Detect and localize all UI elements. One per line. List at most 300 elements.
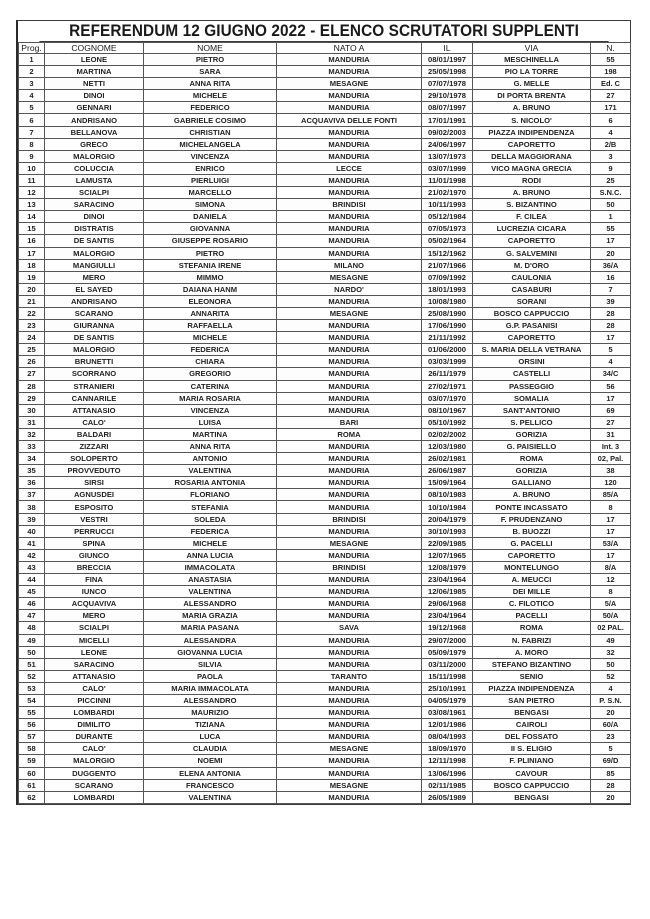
cell-cognome: ESPOSITO <box>45 501 144 513</box>
cell-il: 03/08/1961 <box>422 707 473 719</box>
col-header-nome: NOME <box>144 43 277 54</box>
cell-numero: 60/A <box>591 719 631 731</box>
cell-nome: PIERLUIGI <box>144 174 277 186</box>
cell-prog: 37 <box>19 489 45 501</box>
cell-il: 18/09/1970 <box>422 743 473 755</box>
cell-nato-a: MANDURIA <box>277 174 422 186</box>
cell-il: 03/07/1999 <box>422 162 473 174</box>
cell-numero: Ed. C <box>591 78 631 90</box>
cell-prog: 11 <box>19 174 45 186</box>
cell-numero: 16 <box>591 271 631 283</box>
cell-nome: ANNARITA <box>144 307 277 319</box>
cell-via: M. D'ORO <box>473 259 591 271</box>
cell-cognome: PICCINNI <box>45 694 144 706</box>
cell-nome: CATERINA <box>144 380 277 392</box>
cell-nome: GABRIELE COSIMO <box>144 114 277 126</box>
cell-cognome: COLUCCIA <box>45 162 144 174</box>
table-row <box>19 779 631 791</box>
cell-numero: 5/A <box>591 598 631 610</box>
cell-numero: 20 <box>591 707 631 719</box>
cell-prog: 3 <box>19 78 45 90</box>
cell-via: CAPORETTO <box>473 235 591 247</box>
cell-via: A. MEUCCI <box>473 574 591 586</box>
cell-il: 11/01/1998 <box>422 174 473 186</box>
cell-nato-a: MANDURIA <box>277 441 422 453</box>
table-row <box>19 283 631 295</box>
table-row <box>19 549 631 561</box>
cell-prog: 45 <box>19 586 45 598</box>
table-row <box>19 416 631 428</box>
cell-prog: 55 <box>19 707 45 719</box>
cell-il: 12/07/1965 <box>422 549 473 561</box>
cell-nome: VINCENZA <box>144 404 277 416</box>
cell-nato-a: MESAGNE <box>277 307 422 319</box>
table-row <box>19 174 631 186</box>
cell-cognome: PERRUCCI <box>45 525 144 537</box>
cell-il: 09/02/2003 <box>422 126 473 138</box>
cell-numero: 02, Pal. <box>591 453 631 465</box>
table-row <box>19 598 631 610</box>
cell-via: PASSEGGIO <box>473 380 591 392</box>
cell-nato-a: MANDURIA <box>277 767 422 779</box>
cell-cognome: PROVVEDUTO <box>45 465 144 477</box>
cell-cognome: MALORGIO <box>45 755 144 767</box>
cell-numero: S.N.C. <box>591 187 631 199</box>
cell-il: 24/06/1997 <box>422 138 473 150</box>
cell-nato-a: MESAGNE <box>277 537 422 549</box>
cell-prog: 14 <box>19 211 45 223</box>
table-row <box>19 634 631 646</box>
table-row <box>19 561 631 573</box>
cell-prog: 39 <box>19 513 45 525</box>
table-row <box>19 271 631 283</box>
cell-numero: 55 <box>591 54 631 66</box>
cell-cognome: AGNUSDEI <box>45 489 144 501</box>
cell-numero: 32 <box>591 646 631 658</box>
cell-nome: CHIARA <box>144 356 277 368</box>
cell-nome: IMMACOLATA <box>144 561 277 573</box>
cell-il: 23/04/1964 <box>422 610 473 622</box>
cell-cognome: DE SANTIS <box>45 332 144 344</box>
cell-prog: 24 <box>19 332 45 344</box>
cell-numero: 49 <box>591 634 631 646</box>
cell-cognome: GIUNCO <box>45 549 144 561</box>
cell-nato-a: MANDURIA <box>277 187 422 199</box>
cell-numero: 27 <box>591 90 631 102</box>
cell-cognome: SARACINO <box>45 658 144 670</box>
cell-il: 05/09/1979 <box>422 646 473 658</box>
cell-via: DEL FOSSATO <box>473 731 591 743</box>
table-row <box>19 114 631 126</box>
cell-nato-a: MESAGNE <box>277 779 422 791</box>
cell-nome: VALENTINA <box>144 586 277 598</box>
cell-prog: 49 <box>19 634 45 646</box>
cell-nato-a: BRINDISI <box>277 561 422 573</box>
table-body <box>19 54 631 804</box>
table-row <box>19 223 631 235</box>
cell-nato-a: MANDURIA <box>277 332 422 344</box>
cell-cognome: LEONE <box>45 54 144 66</box>
cell-prog: 33 <box>19 441 45 453</box>
cell-numero: 27 <box>591 416 631 428</box>
cell-numero: 28 <box>591 320 631 332</box>
cell-numero: 23 <box>591 731 631 743</box>
cell-numero: 53/A <box>591 537 631 549</box>
cell-il: 12/11/1998 <box>422 755 473 767</box>
cell-numero: 31 <box>591 428 631 440</box>
cell-nato-a: MANDURIA <box>277 295 422 307</box>
cell-via: CAVOUR <box>473 767 591 779</box>
cell-nato-a: MANDURIA <box>277 719 422 731</box>
cell-nato-a: MANDURIA <box>277 465 422 477</box>
cell-numero: 25 <box>591 174 631 186</box>
cell-cognome: SCARANO <box>45 307 144 319</box>
table-row <box>19 441 631 453</box>
cell-via: CAULONIA <box>473 271 591 283</box>
cell-via: CASABURI <box>473 283 591 295</box>
table-row <box>19 138 631 150</box>
table-row <box>19 380 631 392</box>
cell-nato-a: MANDURIA <box>277 344 422 356</box>
cell-via: PACELLI <box>473 610 591 622</box>
cell-prog: 59 <box>19 755 45 767</box>
cell-numero: 6 <box>591 114 631 126</box>
cell-prog: 43 <box>19 561 45 573</box>
cell-il: 26/11/1979 <box>422 368 473 380</box>
cell-cognome: LEONE <box>45 646 144 658</box>
cell-cognome: LOMBARDI <box>45 707 144 719</box>
cell-nato-a: MANDURIA <box>277 102 422 114</box>
cell-cognome: MALORGIO <box>45 150 144 162</box>
cell-via: GALLIANO <box>473 477 591 489</box>
cell-numero: 7 <box>591 283 631 295</box>
cell-nome: ANASTASIA <box>144 574 277 586</box>
cell-cognome: NETTI <box>45 78 144 90</box>
cell-prog: 10 <box>19 162 45 174</box>
cell-via: CAIROLI <box>473 719 591 731</box>
cell-nome: GIOVANNA <box>144 223 277 235</box>
cell-il: 26/06/1987 <box>422 465 473 477</box>
cell-cognome: STRANIERI <box>45 380 144 392</box>
cell-nato-a: MANDURIA <box>277 694 422 706</box>
cell-nome: GREGORIO <box>144 368 277 380</box>
cell-numero: 36/A <box>591 259 631 271</box>
cell-numero: 69/D <box>591 755 631 767</box>
cell-nome: ANNA LUCIA <box>144 549 277 561</box>
cell-nome: MARIA GRAZIA <box>144 610 277 622</box>
cell-numero: 12 <box>591 574 631 586</box>
cell-il: 03/03/1999 <box>422 356 473 368</box>
cell-nato-a: MANDURIA <box>277 453 422 465</box>
cell-nato-a: MANDURIA <box>277 90 422 102</box>
table-row <box>19 235 631 247</box>
table-row <box>19 453 631 465</box>
cell-nome: ELEONORA <box>144 295 277 307</box>
cell-nato-a: MANDURIA <box>277 707 422 719</box>
table-row <box>19 694 631 706</box>
cell-prog: 8 <box>19 138 45 150</box>
cell-cognome: ACQUAVIVA <box>45 598 144 610</box>
cell-numero: 28 <box>591 779 631 791</box>
cell-nato-a: MANDURIA <box>277 598 422 610</box>
cell-prog: 41 <box>19 537 45 549</box>
cell-nato-a: MANDURIA <box>277 646 422 658</box>
table-row <box>19 586 631 598</box>
table-header-row <box>19 43 631 54</box>
col-header-via: VIA <box>473 43 591 54</box>
cell-nome: STEFANIA IRENE <box>144 259 277 271</box>
col-header-nato-a: NATO A <box>277 43 422 54</box>
cell-nome: STEFANIA <box>144 501 277 513</box>
cell-prog: 31 <box>19 416 45 428</box>
cell-prog: 16 <box>19 235 45 247</box>
cell-via: ROMA <box>473 622 591 634</box>
cell-prog: 13 <box>19 199 45 211</box>
cell-il: 21/02/1970 <box>422 187 473 199</box>
cell-via: BENGASI <box>473 791 591 803</box>
cell-via: ORSINI <box>473 356 591 368</box>
cell-il: 07/05/1973 <box>422 223 473 235</box>
table-row <box>19 78 631 90</box>
cell-prog: 56 <box>19 719 45 731</box>
cell-nome: FEDERICA <box>144 344 277 356</box>
cell-via: F. PRUDENZANO <box>473 513 591 525</box>
cell-il: 01/06/2000 <box>422 344 473 356</box>
cell-nome: MICHELE <box>144 90 277 102</box>
cell-prog: 26 <box>19 356 45 368</box>
cell-cognome: CALO' <box>45 743 144 755</box>
cell-nato-a: MANDURIA <box>277 586 422 598</box>
cell-prog: 60 <box>19 767 45 779</box>
cell-nato-a: MANDURIA <box>277 247 422 259</box>
table-row <box>19 211 631 223</box>
cell-il: 20/04/1979 <box>422 513 473 525</box>
table-row <box>19 743 631 755</box>
cell-via: C. FILOTICO <box>473 598 591 610</box>
cell-nato-a: ACQUAVIVA DELLE FONTI <box>277 114 422 126</box>
cell-via: BENGASI <box>473 707 591 719</box>
cell-nato-a: MANDURIA <box>277 320 422 332</box>
cell-nome: CLAUDIA <box>144 743 277 755</box>
cell-numero: 28 <box>591 307 631 319</box>
cell-numero: 20 <box>591 247 631 259</box>
cell-numero: 52 <box>591 670 631 682</box>
cell-via: RODI <box>473 174 591 186</box>
cell-cognome: SOLOPERTO <box>45 453 144 465</box>
cell-il: 18/01/1993 <box>422 283 473 295</box>
cell-numero: 50 <box>591 199 631 211</box>
cell-nato-a: MANDURIA <box>277 66 422 78</box>
cell-prog: 22 <box>19 307 45 319</box>
cell-nome: ANNA RITA <box>144 441 277 453</box>
cell-nome: GIOVANNA LUCIA <box>144 646 277 658</box>
cell-il: 13/06/1996 <box>422 767 473 779</box>
cell-nome: ALESSANDRA <box>144 634 277 646</box>
cell-via: SAN PIETRO <box>473 694 591 706</box>
cell-via: II S. ELIGIO <box>473 743 591 755</box>
cell-cognome: GIURANNA <box>45 320 144 332</box>
cell-prog: 35 <box>19 465 45 477</box>
cell-cognome: DIMILITO <box>45 719 144 731</box>
cell-prog: 46 <box>19 598 45 610</box>
cell-nato-a: MANDURIA <box>277 356 422 368</box>
cell-prog: 53 <box>19 682 45 694</box>
cell-nato-a: BARI <box>277 416 422 428</box>
cell-cognome: BRUNETTI <box>45 356 144 368</box>
cell-cognome: SCIALPI <box>45 622 144 634</box>
cell-prog: 29 <box>19 392 45 404</box>
cell-nome: ANTONIO <box>144 453 277 465</box>
table-row <box>19 332 631 344</box>
cell-via: SORANI <box>473 295 591 307</box>
cell-nato-a: MANDURIA <box>277 489 422 501</box>
table-row <box>19 707 631 719</box>
cell-nome: MAURIZIO <box>144 707 277 719</box>
cell-il: 26/02/1981 <box>422 453 473 465</box>
cell-prog: 5 <box>19 102 45 114</box>
cell-nato-a: MANDURIA <box>277 223 422 235</box>
cell-cognome: BELLANOVA <box>45 126 144 138</box>
cell-via: G. PAISIELLO <box>473 441 591 453</box>
table-row <box>19 670 631 682</box>
cell-il: 05/10/1992 <box>422 416 473 428</box>
cell-via: G. PACELLI <box>473 537 591 549</box>
table-row <box>19 187 631 199</box>
cell-numero: 8/A <box>591 561 631 573</box>
cell-prog: 19 <box>19 271 45 283</box>
cell-numero: 38 <box>591 465 631 477</box>
cell-cognome: DURANTE <box>45 731 144 743</box>
table-row <box>19 368 631 380</box>
table-row <box>19 658 631 670</box>
cell-via: F. PLINIANO <box>473 755 591 767</box>
cell-cognome: DINOI <box>45 90 144 102</box>
cell-numero: 20 <box>591 791 631 803</box>
cell-il: 08/07/1997 <box>422 102 473 114</box>
cell-numero: 69 <box>591 404 631 416</box>
cell-nato-a: MANDURIA <box>277 392 422 404</box>
cell-il: 10/10/1984 <box>422 501 473 513</box>
table-row <box>19 513 631 525</box>
cell-il: 08/01/1997 <box>422 54 473 66</box>
cell-via: CASTELLI <box>473 368 591 380</box>
cell-nome: MARTINA <box>144 428 277 440</box>
cell-numero: 8 <box>591 501 631 513</box>
cell-nato-a: MANDURIA <box>277 380 422 392</box>
cell-il: 26/05/1989 <box>422 791 473 803</box>
cell-nome: ALESSANDRO <box>144 598 277 610</box>
cell-il: 17/06/1990 <box>422 320 473 332</box>
cell-il: 10/11/1993 <box>422 199 473 211</box>
cell-numero: 55 <box>591 223 631 235</box>
cell-il: 04/05/1979 <box>422 694 473 706</box>
cell-nato-a: MANDURIA <box>277 658 422 670</box>
cell-il: 12/03/1980 <box>422 441 473 453</box>
cell-cognome: ANDRISANO <box>45 295 144 307</box>
cell-cognome: MICELLI <box>45 634 144 646</box>
cell-prog: 4 <box>19 90 45 102</box>
cell-prog: 51 <box>19 658 45 670</box>
cell-cognome: MERO <box>45 610 144 622</box>
cell-nome: MICHELANGELA <box>144 138 277 150</box>
table-row <box>19 392 631 404</box>
cell-via: PIO LA TORRE <box>473 66 591 78</box>
cell-via: BOSCO CAPPUCCIO <box>473 307 591 319</box>
cell-nato-a: MANDURIA <box>277 731 422 743</box>
cell-cognome: LAMUSTA <box>45 174 144 186</box>
cell-prog: 57 <box>19 731 45 743</box>
cell-prog: 15 <box>19 223 45 235</box>
table-row <box>19 489 631 501</box>
table-row <box>19 307 631 319</box>
cell-via: STEFANO BIZANTINO <box>473 658 591 670</box>
cell-nome: GIUSEPPE ROSARIO <box>144 235 277 247</box>
cell-via: MESCHINELLA <box>473 54 591 66</box>
cell-numero: 17 <box>591 513 631 525</box>
cell-numero: 4 <box>591 126 631 138</box>
cell-il: 25/10/1991 <box>422 682 473 694</box>
cell-nato-a: MANDURIA <box>277 634 422 646</box>
cell-il: 27/02/1971 <box>422 380 473 392</box>
table-row <box>19 465 631 477</box>
table-row <box>19 791 631 803</box>
cell-via: DI PORTA BRENTA <box>473 90 591 102</box>
cell-nato-a: NARDO' <box>277 283 422 295</box>
cell-prog: 48 <box>19 622 45 634</box>
cell-cognome: EL SAYED <box>45 283 144 295</box>
cell-via: S. PELLICO <box>473 416 591 428</box>
cell-nome: MICHELE <box>144 332 277 344</box>
cell-il: 03/11/2000 <box>422 658 473 670</box>
cell-prog: 62 <box>19 791 45 803</box>
table-row <box>19 525 631 537</box>
cell-via: PONTE INCASSATO <box>473 501 591 513</box>
cell-il: 30/10/1993 <box>422 525 473 537</box>
cell-prog: 28 <box>19 380 45 392</box>
table-row <box>19 501 631 513</box>
cell-il: 15/11/1998 <box>422 670 473 682</box>
cell-nome: DANIELA <box>144 211 277 223</box>
cell-prog: 50 <box>19 646 45 658</box>
table-row <box>19 537 631 549</box>
table-row <box>19 622 631 634</box>
cell-il: 22/09/1985 <box>422 537 473 549</box>
cell-numero: 9 <box>591 162 631 174</box>
cell-via: B. BUOZZI <box>473 525 591 537</box>
cell-numero: Int. 3 <box>591 441 631 453</box>
cell-numero: 5 <box>591 743 631 755</box>
cell-nato-a: MANDURIA <box>277 755 422 767</box>
cell-via: MONTELUNGO <box>473 561 591 573</box>
cell-nato-a: MANDURIA <box>277 138 422 150</box>
cell-prog: 18 <box>19 259 45 271</box>
cell-via: S. NICOLO' <box>473 114 591 126</box>
cell-nome: VALENTINA <box>144 791 277 803</box>
cell-il: 12/06/1985 <box>422 586 473 598</box>
cell-il: 17/01/1991 <box>422 114 473 126</box>
cell-nato-a: MILANO <box>277 259 422 271</box>
cell-prog: 20 <box>19 283 45 295</box>
cell-cognome: SCIALPI <box>45 187 144 199</box>
cell-numero: 17 <box>591 332 631 344</box>
cell-nome: PAOLA <box>144 670 277 682</box>
cell-prog: 12 <box>19 187 45 199</box>
cell-nome: VALENTINA <box>144 465 277 477</box>
cell-via: DEI MILLE <box>473 586 591 598</box>
cell-numero: 4 <box>591 356 631 368</box>
cell-cognome: MANGIULLI <box>45 259 144 271</box>
cell-via: PIAZZA INDIPENDENZA <box>473 682 591 694</box>
